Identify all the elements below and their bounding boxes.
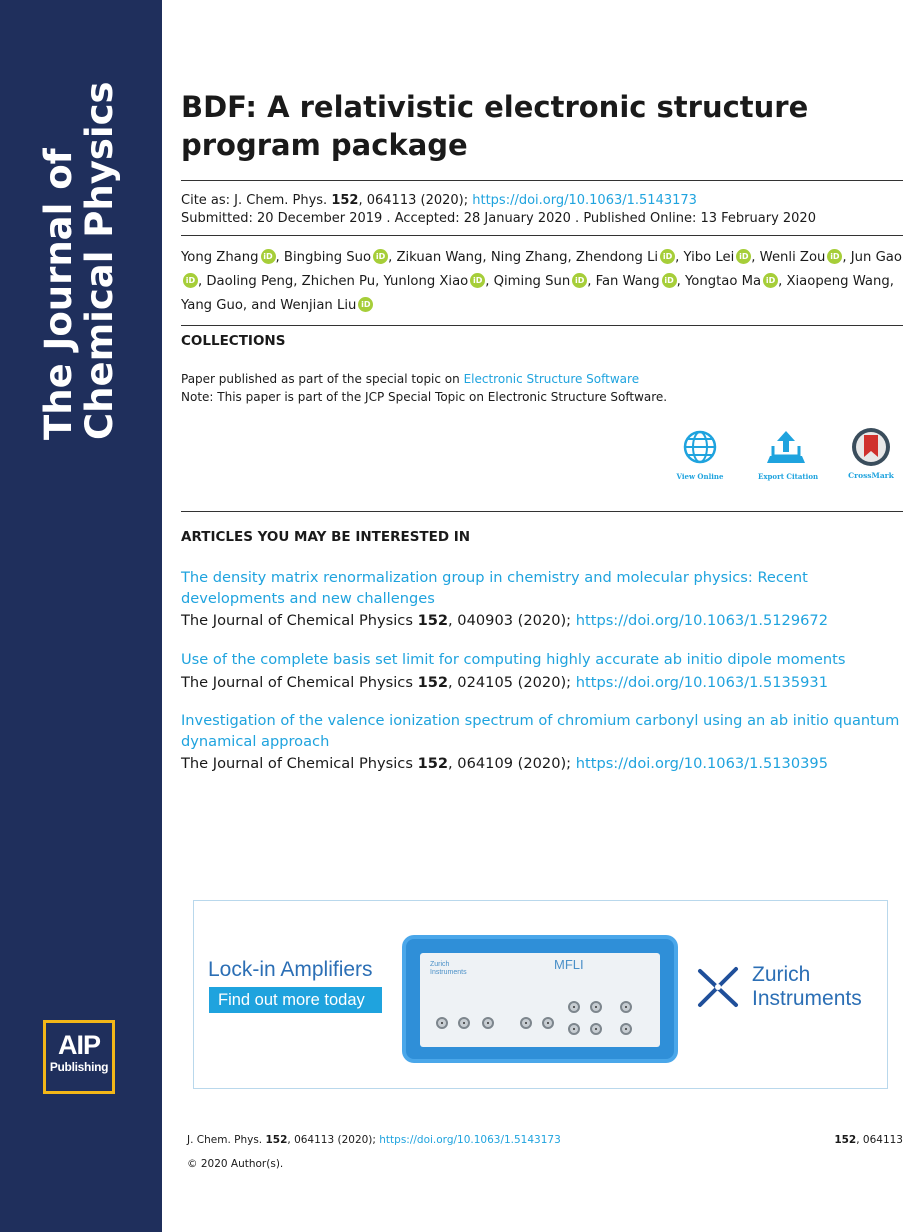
related-article-volume: 152 [417,612,449,629]
view-online-button[interactable] [675,430,725,481]
crossmark-icon [851,427,891,467]
author-name[interactable]: Jun Gao [850,250,902,265]
divider [181,511,903,512]
cite-volume: 152 [331,193,359,208]
author-name[interactable]: Zikuan Wang [396,250,483,265]
crossmark-button[interactable] [845,427,897,480]
bnc-connector [542,1017,554,1029]
cite-prefix: Cite as: J. Chem. Phys. [181,193,332,208]
device-brand-line1: Zurich [430,961,450,968]
cite-rest: , 064113 (2020); [358,193,473,208]
ad-headline: Lock-in Amplifiers [208,958,373,981]
author-separator: , [293,274,302,289]
export-citation-label: Export Citation [758,472,819,481]
author-name[interactable]: Bingbing Suo [283,250,372,265]
related-article-title-link[interactable]: Investigation of the valence ionization spectrum of chromium carbonyl using an ab initio quantum dynamical approach [181,712,900,750]
footer-volume: 152 [265,1134,288,1146]
device-model: MFLI [554,957,584,972]
bnc-connector [436,1017,448,1029]
author-name[interactable]: Zhichen Pu [301,274,376,289]
related-article-doi-link[interactable]: https://doi.org/10.1063/1.5130395 [575,755,828,772]
author-separator: , [198,274,207,289]
orcid-icon[interactable]: iD [662,273,677,288]
publication-dates: Submitted: 20 December 2019 . Accepted: 28 January 2020 . Published Online: 13 February 2020 [181,211,816,226]
related-article-rest: , 064109 (2020); [448,755,576,772]
related-article-title-link[interactable]: Use of the complete basis set limit for computing highly accurate ab initio dipole moments [181,651,846,668]
citation-line [181,192,697,210]
paper-title-line2: program package [181,128,468,162]
export-icon [767,430,805,464]
paper-title [181,88,903,164]
device-brand-line2: Instruments [430,969,467,976]
related-article-journal: The Journal of Chemical Physics [181,673,418,691]
device-brand [430,961,467,977]
journal-name[interactable] [38,60,120,440]
author-separator: , [778,274,787,289]
paper-title-line1: BDF: A relativistic electronic structure [181,90,809,124]
related-article-title-link[interactable]: The density matrix renormalization group in chemistry and molecular physics: Recent developments and new challenges [181,569,808,607]
related-article [181,711,903,775]
divider [181,235,903,236]
author-name[interactable]: Ning Zhang [490,250,568,265]
author-name[interactable]: Wenli Zou [759,250,826,265]
related-article-rest: , 024105 (2020); [448,673,576,691]
author-name[interactable]: Wenjian Liu [280,298,357,313]
orcid-icon[interactable]: iD [572,273,587,288]
related-article [181,568,903,632]
related-article-doi-link[interactable]: https://doi.org/10.1063/1.5135931 [575,673,828,691]
paper-doi-link[interactable]: https://doi.org/10.1063/1.5143173 [472,193,697,208]
copyright-notice: © 2020 Author(s). [187,1158,284,1170]
footer-doi-link[interactable]: https://doi.org/10.1063/1.5143173 [379,1134,561,1146]
company-line2: Instruments [752,987,862,1010]
orcid-icon[interactable]: iD [261,249,276,264]
zurich-instruments-name [752,963,862,1011]
collections-heading: COLLECTIONS [181,333,286,349]
orcid-icon[interactable]: iD [183,273,198,288]
divider [181,180,903,181]
collections-text [181,370,639,388]
author-name[interactable]: Qiming Sun [493,274,571,289]
bnc-connector [520,1017,532,1029]
author-separator: , [675,250,684,265]
footer-cite-rest: , 064113 (2020); [287,1134,380,1146]
aip-logo-text: AIP [57,1030,100,1060]
related-article-ref [181,611,903,632]
author-name[interactable]: Zhendong Li [575,250,659,265]
footer-page-ref [834,1132,903,1148]
author-name[interactable]: Daoling Peng [206,274,294,289]
author-name[interactable]: Yibo Lei [683,250,735,265]
orcid-icon[interactable]: iD [660,249,675,264]
lock-in-amplifier-image [402,935,678,1063]
author-separator: , [751,250,760,265]
related-article-ref [181,754,903,775]
advertisement-banner[interactable] [193,900,888,1089]
related-article-journal: The Journal of Chemical Physics [181,755,418,772]
related-article-ref [181,673,903,694]
related-article-journal: The Journal of Chemical Physics [181,612,418,629]
export-citation-button[interactable] [758,430,819,481]
bnc-connector [568,1001,580,1013]
publishing-logo-text: Publishing [49,1060,109,1074]
author-separator: , [485,274,494,289]
page-footer [187,1132,903,1148]
related-article-rest: , 040903 (2020); [448,612,576,629]
author-separator: , [567,250,576,265]
orcid-icon[interactable]: iD [470,273,485,288]
author-name[interactable]: Yunlong Xiao [383,274,469,289]
author-separator: , [275,250,284,265]
related-article-doi-link[interactable]: https://doi.org/10.1063/1.5129672 [575,612,828,629]
globe-icon [683,430,717,464]
author-separator: , and [242,298,281,313]
author-name[interactable]: Xiaopeng Wang [786,274,890,289]
journal-sidebar [0,0,162,1232]
bnc-connector [482,1017,494,1029]
journal-name-line2: Chemical Physics [78,81,121,440]
author-name[interactable]: Fan Wang [595,274,660,289]
collections-prefix: Paper published as part of the special topic on [181,372,464,386]
author-separator: , [388,250,397,265]
related-article-volume: 152 [417,673,449,691]
author-separator: , [482,250,491,265]
bnc-connector [620,1001,632,1013]
bnc-connector [568,1023,580,1035]
orcid-icon[interactable]: iD [763,273,778,288]
view-online-label: View Online [676,472,724,481]
zurich-instruments-logo-icon [694,963,742,1011]
find-out-more-button[interactable]: Find out more today [209,987,382,1013]
author-name[interactable]: Yongtao Ma [685,274,762,289]
aip-publishing-logo[interactable] [43,1020,115,1094]
bnc-connector [620,1023,632,1035]
author-name[interactable]: Yong Zhang [181,250,259,265]
special-topic-link[interactable]: Electronic Structure Software [463,372,640,386]
company-line1: Zurich [752,963,811,986]
author-separator: , [842,250,851,265]
footer-right-rest: , 064113 [856,1134,903,1146]
related-article [181,650,903,693]
related-articles-heading: ARTICLES YOU MAY BE INTERESTED IN [181,529,471,545]
author-name[interactable]: Yang Guo [181,298,243,313]
crossmark-label: CrossMark [848,471,894,480]
author-separator: , [889,274,894,289]
related-article-volume: 152 [417,755,449,772]
orcid-icon[interactable]: iD [827,249,842,264]
bnc-connector [458,1017,470,1029]
author-separator: , [676,274,685,289]
orcid-icon[interactable]: iD [373,249,388,264]
footer-right-volume: 152 [834,1134,857,1146]
journal-name-line1: The Journal of [37,148,80,440]
orcid-icon[interactable]: iD [736,249,751,264]
author-separator: , [375,274,384,289]
author-separator: , [587,274,596,289]
divider [181,325,903,326]
footer-cite-prefix: J. Chem. Phys. [187,1134,266,1146]
bnc-connector [590,1001,602,1013]
bnc-connector [590,1023,602,1035]
orcid-icon[interactable]: iD [358,297,373,312]
collections-note: Note: This paper is part of the JCP Special Topic on Electronic Structure Software. [181,390,668,404]
device-front-panel [420,953,660,1047]
author-list [181,246,903,318]
